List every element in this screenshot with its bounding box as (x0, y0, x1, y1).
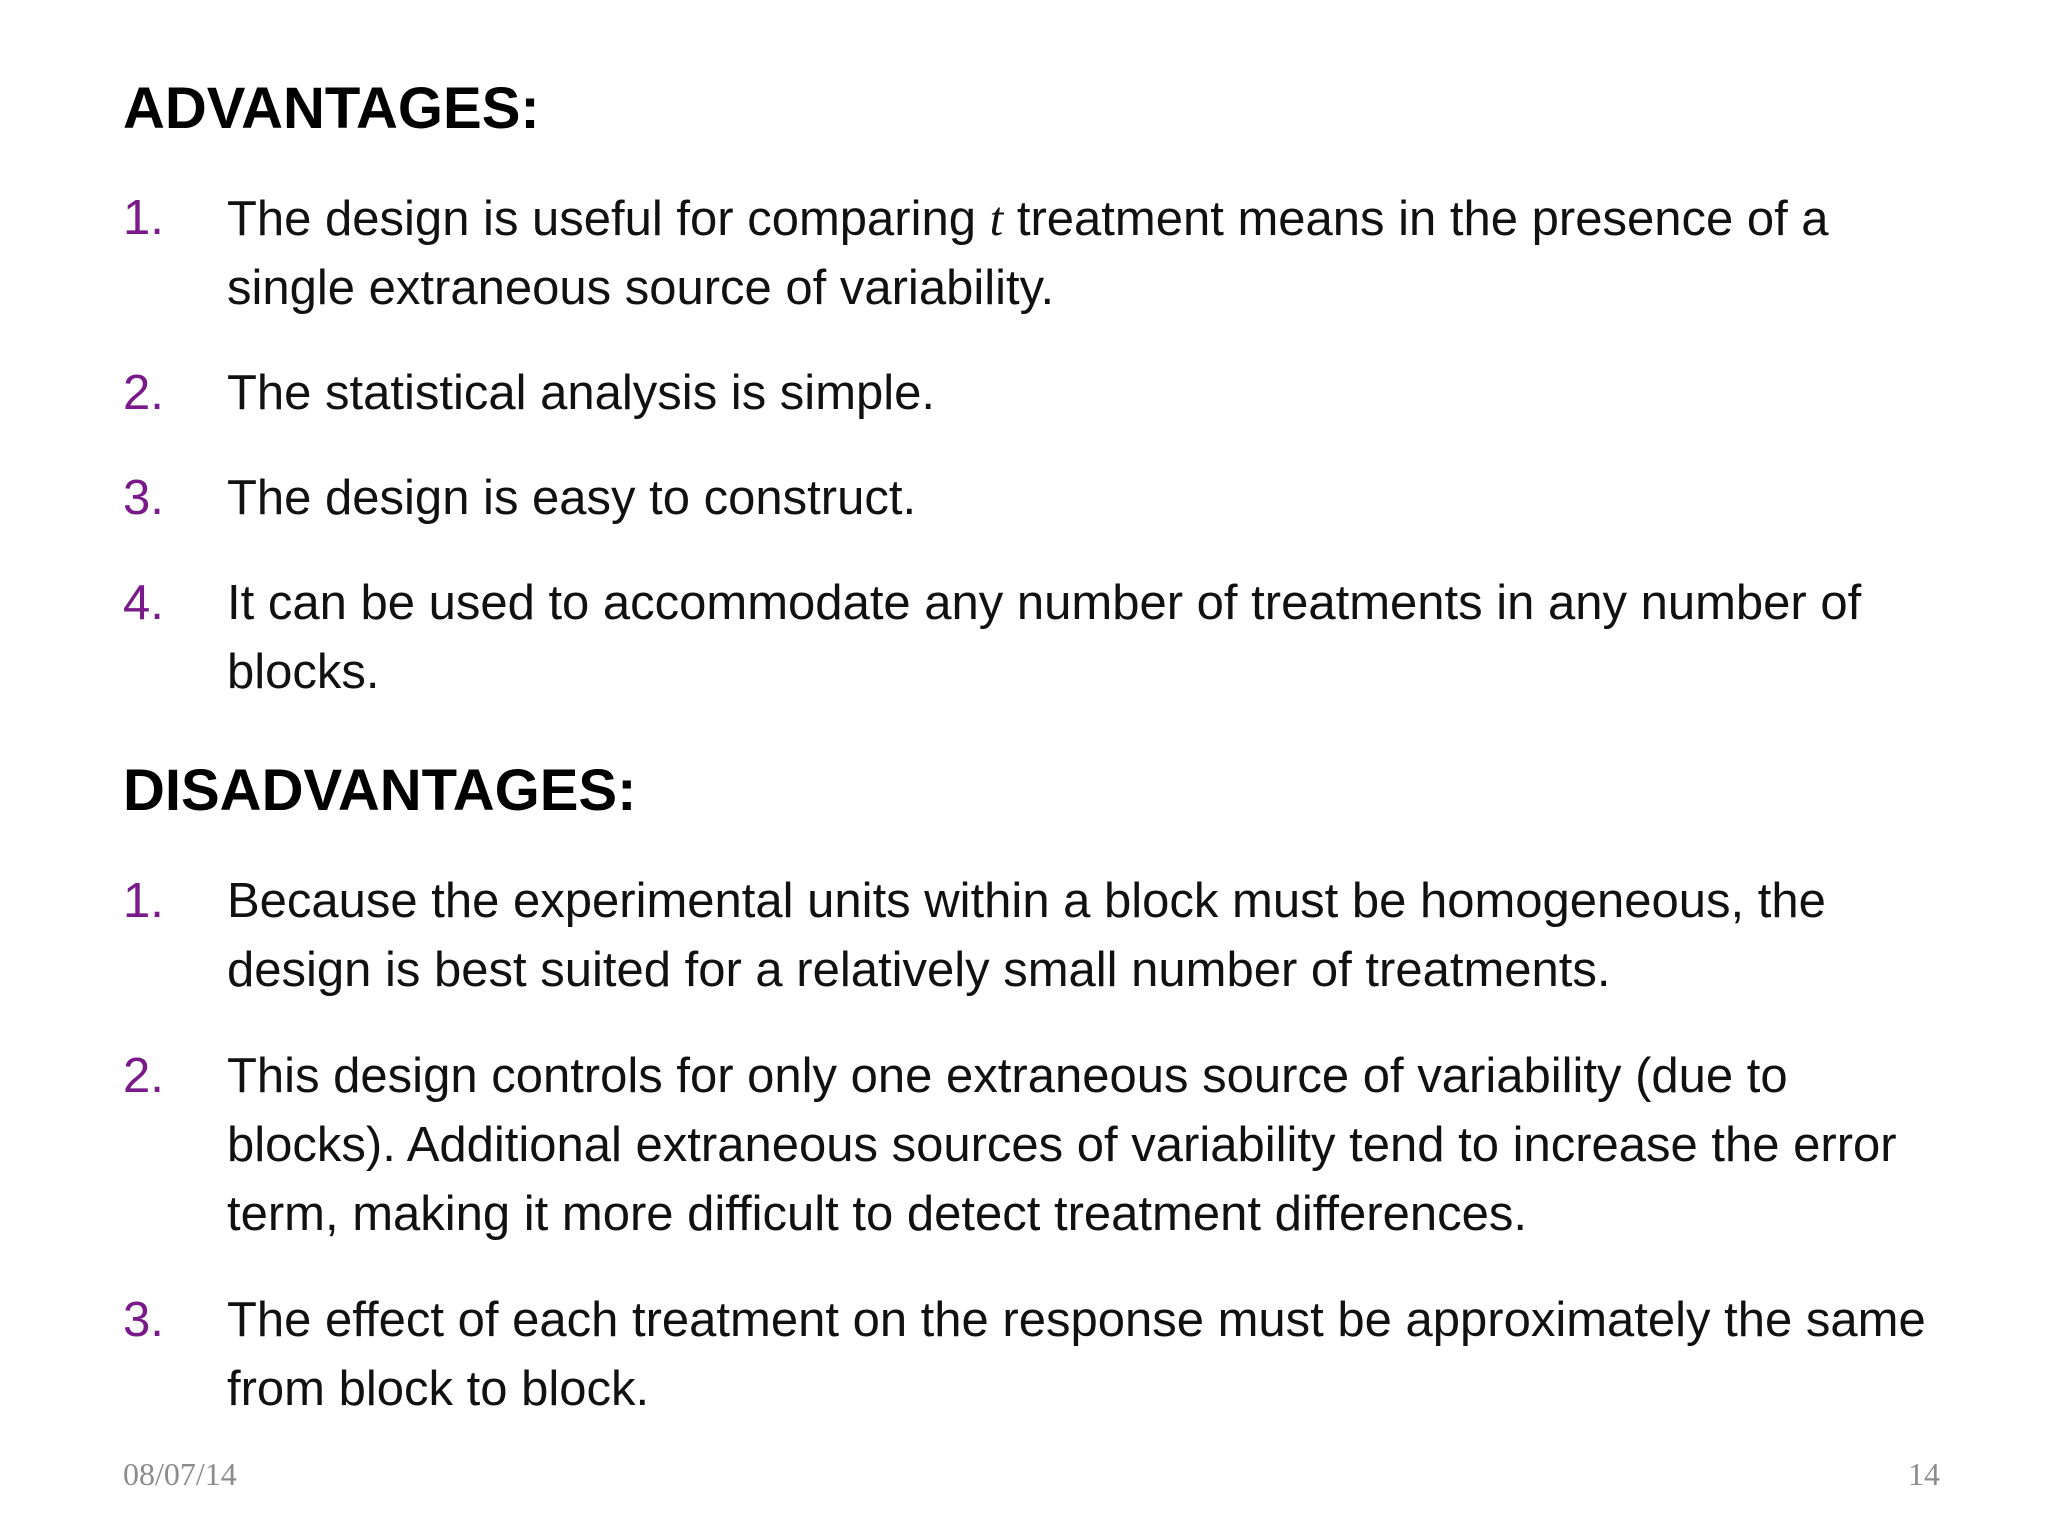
footer-page-number: 14 (1908, 1456, 1940, 1492)
advantage-item-3 (123, 464, 1943, 533)
disadvantage-item-1 (123, 867, 1943, 1005)
item-number: 1. (123, 191, 164, 245)
footer-date: 08/07/14 (123, 1456, 237, 1492)
item-text-part: treatment means in the presence of a single extraneous source of variability. (227, 192, 1829, 315)
item-text: Because the experimental units within a block must be homogeneous, the design is best suited for a relatively small number of treatments. (227, 874, 1826, 997)
item-text: The statistical analysis is simple. (227, 366, 936, 420)
item-number: 3. (123, 1293, 164, 1347)
advantage-item-4 (123, 569, 1943, 707)
item-text: This design controls for only one extraneous source of variability (due to blocks). Additional extraneous sources of variability tend to increase the error term, making it more difficult to detect treatment differences. (227, 1049, 1897, 1241)
item-text: The effect of each treatment on the response must be approximately the same from block to block. (227, 1293, 1926, 1416)
item-text-part: The design is useful for comparing (227, 192, 990, 246)
item-number: 2. (123, 1049, 164, 1103)
advantage-item-1 (123, 184, 1943, 323)
disadvantages-heading: DISADVANTAGES: (123, 758, 637, 823)
item-number: 1. (123, 874, 164, 928)
variable-t: t (989, 191, 1004, 246)
advantage-item-2 (123, 359, 1943, 428)
item-text (227, 184, 1943, 323)
item-text: The design is easy to construct. (227, 471, 917, 525)
item-number: 2. (123, 366, 164, 420)
advantages-heading: ADVANTAGES: (123, 76, 540, 141)
item-text: It can be used to accommodate any number of treatments in any number of blocks. (227, 576, 1862, 699)
disadvantage-item-2 (123, 1042, 1943, 1249)
disadvantage-item-3 (123, 1286, 1943, 1424)
item-number: 3. (123, 471, 164, 525)
item-number: 4. (123, 576, 164, 630)
